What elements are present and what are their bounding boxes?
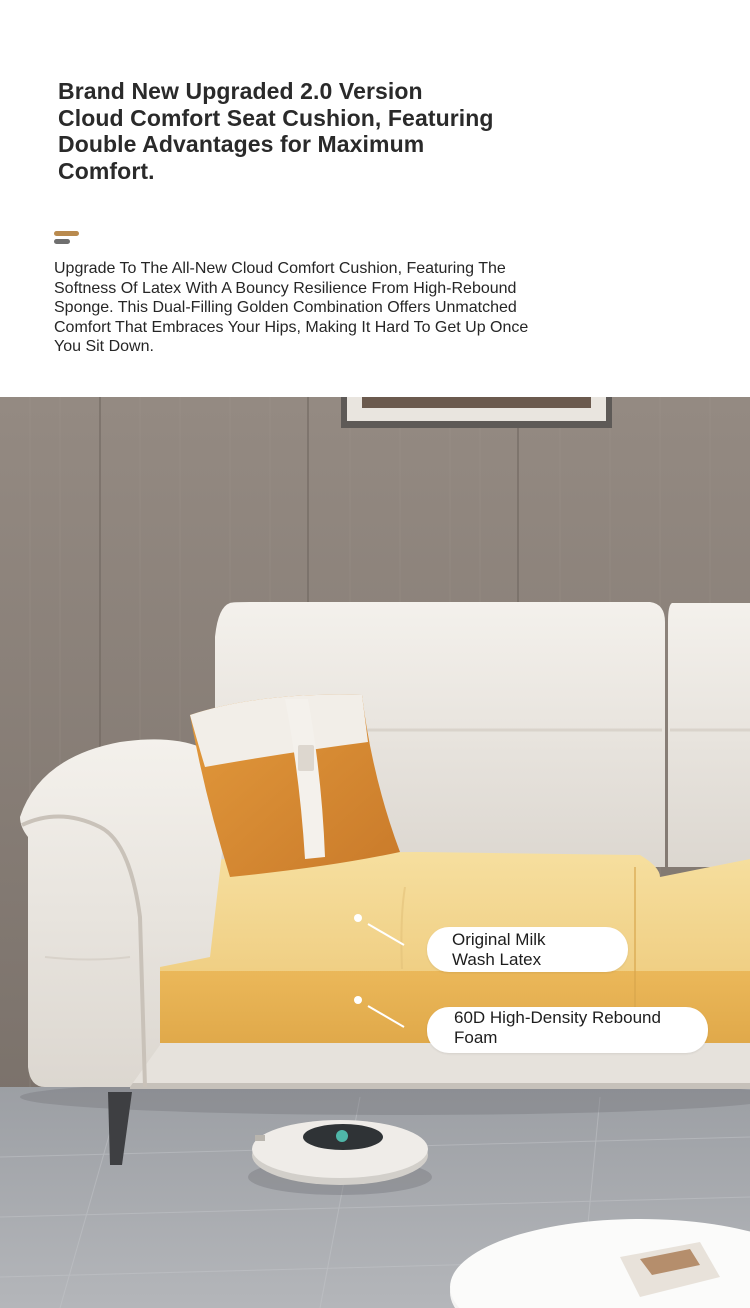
callout-foam-line: Foam [454, 1027, 498, 1047]
callout-dot-foam [354, 996, 362, 1004]
description-line: Softness Of Latex With A Bouncy Resilience From High-Rebound [54, 279, 517, 297]
callout-latex-line: Wash Latex [452, 949, 542, 969]
headline-line: Cloud Comfort Seat Cushion, Featuring [58, 104, 494, 131]
description-line: You Sit Down. [54, 338, 154, 356]
headline [58, 78, 498, 184]
intro-section [0, 0, 750, 397]
sofa-photo [0, 397, 750, 1308]
callout-latex-line: Original Milk [452, 930, 546, 949]
headline-line: Comfort. [58, 157, 155, 184]
headline-line: Brand New Upgraded 2.0 Version [58, 78, 423, 104]
description-line: Upgrade To The All-New Cloud Comfort Cushion, Featuring The [54, 260, 506, 277]
callout-dot-latex [354, 914, 362, 922]
description [54, 259, 614, 357]
description-line: Comfort That Embraces Your Hips, Making It Hard To Get Up Once [54, 318, 529, 336]
accent-bar-gray [54, 239, 70, 244]
callout-foam [427, 1007, 708, 1053]
sofa-illustration [0, 397, 750, 1308]
callout-latex [427, 927, 628, 972]
headline-line: Double Advantages for Maximum [58, 131, 425, 157]
accent-bar-brown [54, 231, 79, 236]
callout-foam-line: 60D High-Density Rebound [454, 1008, 661, 1027]
description-line: Sponge. This Dual-Filling Golden Combination Offers Unmatched [54, 299, 517, 317]
